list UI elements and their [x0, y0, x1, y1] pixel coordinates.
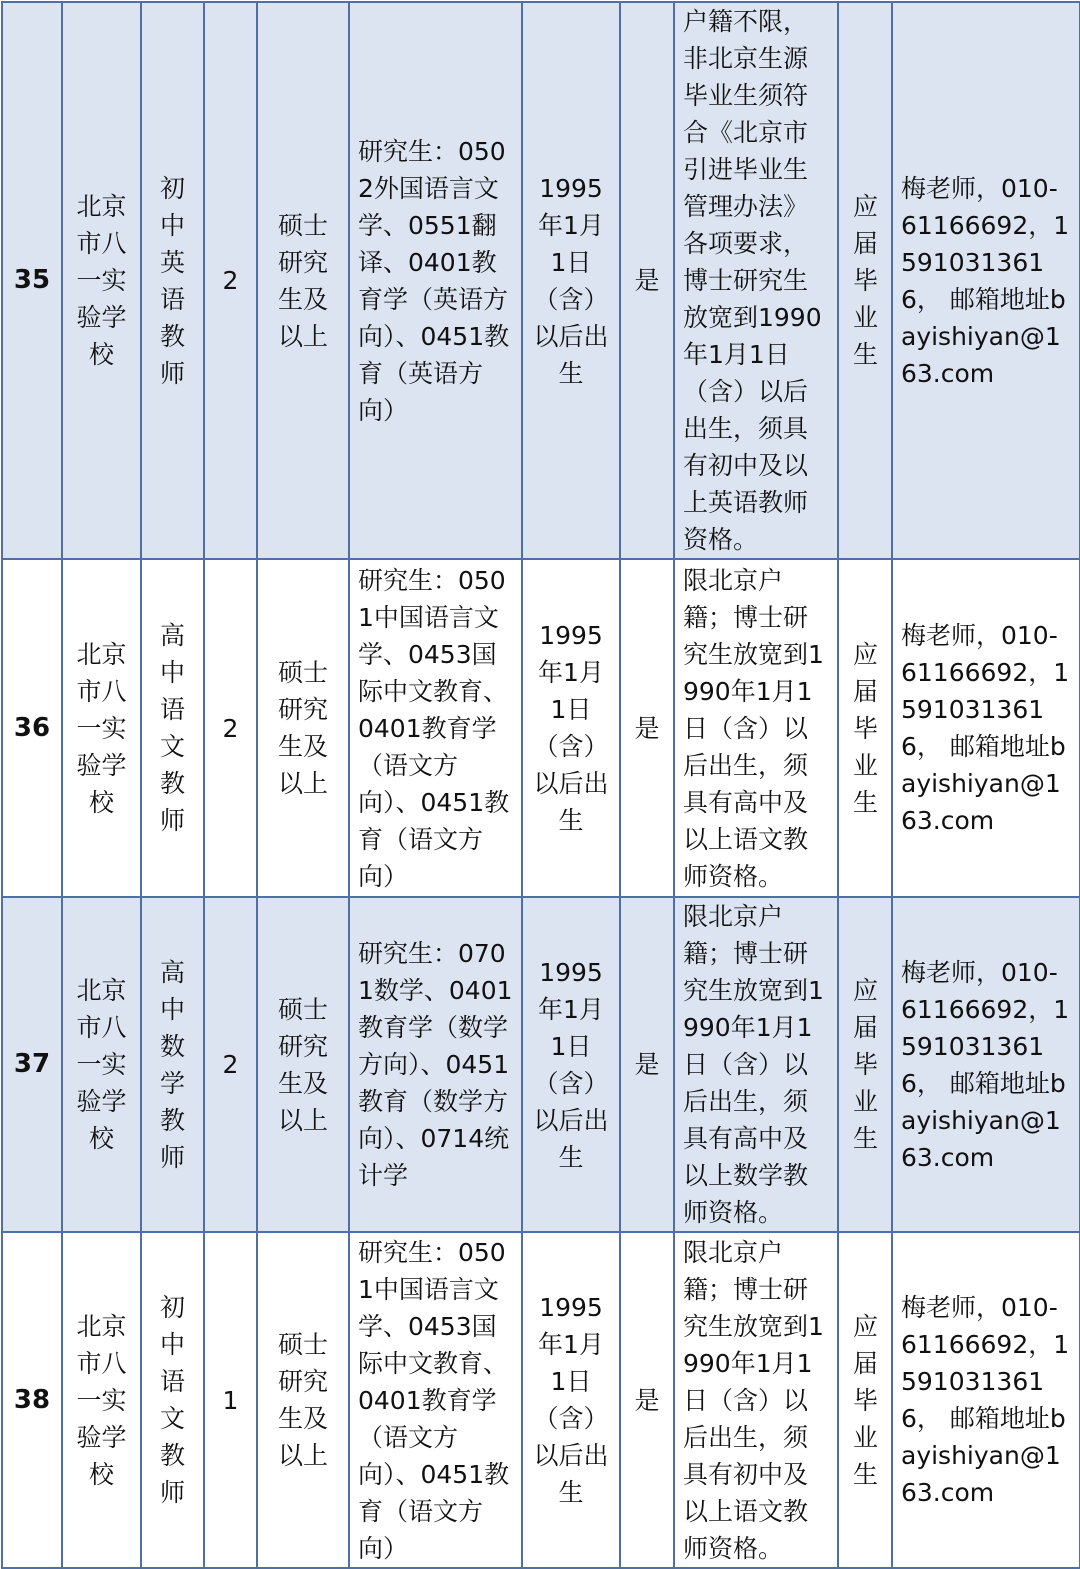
- table-row: [2, 559, 1080, 897]
- contact-info: 梅老师，010-61166692，15910313616， 邮箱地址bayishiyan@163.com: [892, 559, 1080, 897]
- birth-requirement: 1995年1月1日（含）以后出生: [522, 897, 620, 1232]
- position-name: 高中数学教师: [141, 897, 204, 1232]
- education-requirement: 硕士研究生及以上: [257, 2, 349, 559]
- other-requirements: 限北京户籍；博士研究生放宽到1990年1月1日（含）以后出生，须具有初中及以上语文教师资格。: [674, 1232, 838, 1568]
- hire-count: 1: [204, 1232, 257, 1568]
- position-name: 初中语文教师: [141, 1232, 204, 1568]
- row-number: 38: [2, 1232, 62, 1568]
- birth-requirement: 1995年1月1日（含）以后出生: [522, 1232, 620, 1568]
- major-requirement: 研究生：0502外国语言文学、0551翻译、0401教育学（英语方向）、0451教育（英语方向）: [349, 2, 522, 559]
- row-number: 36: [2, 559, 62, 897]
- other-requirements: 限北京户籍；博士研究生放宽到1990年1月1日（含）以后出生，须具有高中及以上语文教师资格。: [674, 559, 838, 897]
- contact-info: 梅老师，010-61166692，15910313616， 邮箱地址bayishiyan@163.com: [892, 2, 1080, 559]
- school-name: 北京市八一实验学校: [62, 2, 141, 559]
- birth-requirement: 1995年1月1日（含）以后出生: [522, 2, 620, 559]
- experience-flag: 是: [620, 2, 674, 559]
- birth-requirement: 1995年1月1日（含）以后出生: [522, 559, 620, 897]
- candidate-type: 应届毕业生: [838, 1232, 892, 1568]
- candidate-type: 应届毕业生: [838, 897, 892, 1232]
- experience-flag: 是: [620, 559, 674, 897]
- hire-count: 2: [204, 2, 257, 559]
- experience-flag: 是: [620, 897, 674, 1232]
- hire-count: 2: [204, 559, 257, 897]
- table-row: [2, 897, 1080, 1232]
- other-requirements: 限北京户籍；博士研究生放宽到1990年1月1日（含）以后出生，须具有高中及以上数学教师资格。: [674, 897, 838, 1232]
- contact-info: 梅老师，010-61166692，15910313616， 邮箱地址bayishiyan@163.com: [892, 897, 1080, 1232]
- school-name: 北京市八一实验学校: [62, 1232, 141, 1568]
- education-requirement: 硕士研究生及以上: [257, 1232, 349, 1568]
- contact-info: 梅老师，010-61166692，15910313616， 邮箱地址bayishiyan@163.com: [892, 1232, 1080, 1568]
- school-name: 北京市八一实验学校: [62, 897, 141, 1232]
- major-requirement: 研究生：0501中国语言文学、0453国际中文教育、0401教育学（语文方向）、0451教育（语文方向）: [349, 559, 522, 897]
- row-number: 35: [2, 2, 62, 559]
- table-row: [2, 2, 1080, 559]
- education-requirement: 硕士研究生及以上: [257, 897, 349, 1232]
- major-requirement: 研究生：0501中国语言文学、0453国际中文教育、0401教育学（语文方向）、0451教育（语文方向）: [349, 1232, 522, 1568]
- table-row: [2, 1232, 1080, 1568]
- position-name: 初中英语教师: [141, 2, 204, 559]
- major-requirement: 研究生：0701数学、0401教育学（数学方向）、0451教育（数学方向）、0714统计学: [349, 897, 522, 1232]
- candidate-type: 应届毕业生: [838, 559, 892, 897]
- school-name: 北京市八一实验学校: [62, 559, 141, 897]
- row-number: 37: [2, 897, 62, 1232]
- hire-count: 2: [204, 897, 257, 1232]
- experience-flag: 是: [620, 1232, 674, 1568]
- education-requirement: 硕士研究生及以上: [257, 559, 349, 897]
- recruitment-table: [1, 1, 1080, 1569]
- other-requirements: 户籍不限，非北京生源毕业生须符合《北京市引进毕业生管理办法》各项要求，博士研究生放宽到1990年1月1日（含）以后出生，须具有初中及以上英语教师资格。: [674, 2, 838, 559]
- candidate-type: 应届毕业生: [838, 2, 892, 559]
- position-name: 高中语文教师: [141, 559, 204, 897]
